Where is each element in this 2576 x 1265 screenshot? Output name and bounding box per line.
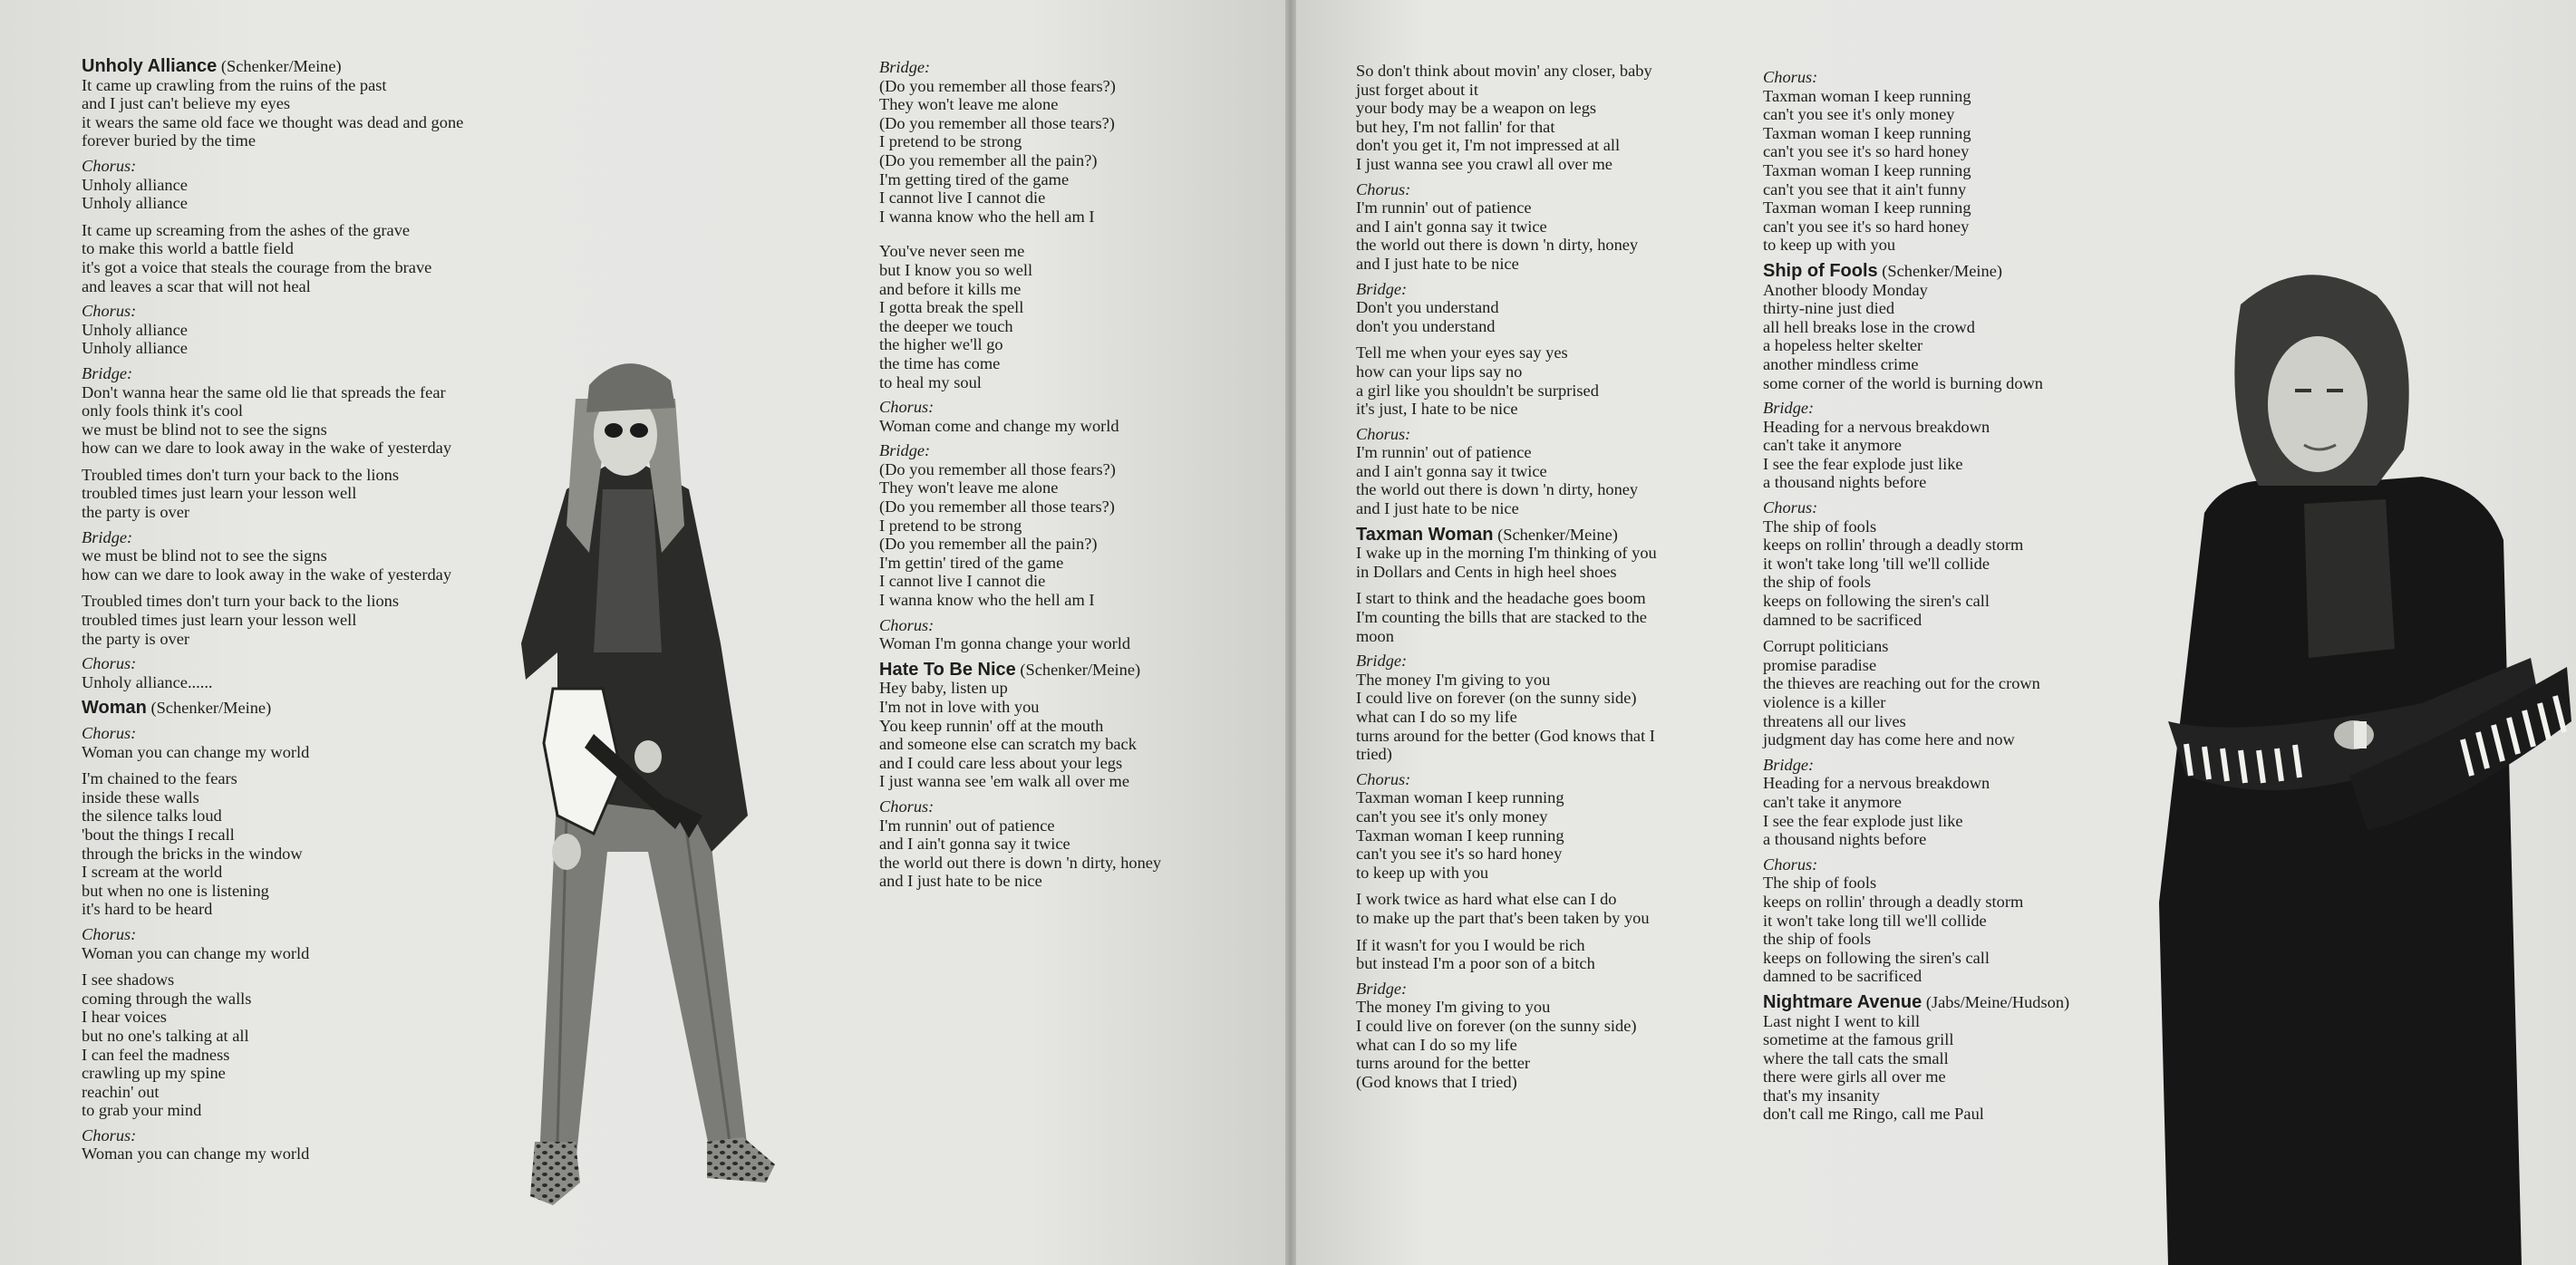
stanza-gap	[1356, 581, 1657, 589]
lyric-line: and I just can't believe my eyes	[82, 94, 291, 113]
song-title: Nightmare Avenue	[1763, 991, 1922, 1012]
lyric-line: I see the fear explode just like	[1763, 811, 1963, 830]
song-credit: (Jabs/Meine/Hudson)	[1922, 992, 2070, 1011]
lyric-line: Heading for a nervous breakdown	[1763, 417, 1990, 436]
stanza-gap	[1356, 882, 1657, 890]
lyric-line: You've never seen me	[879, 242, 1025, 261]
lyric-line: that's my insanity	[1763, 1086, 1880, 1105]
lyric-line: what can I do so my life	[1356, 708, 1517, 726]
lyric-line: a girl like you shouldn't be surprised	[1356, 381, 1599, 400]
lyric-line: I wanna know who the hell am I	[879, 207, 1095, 226]
lyric-line: can't you see it's so hard honey	[1356, 845, 1563, 864]
lyric-line: and I ain't gonna say it twice	[879, 835, 1070, 854]
lyric-line: moon	[1356, 626, 1394, 645]
guitarist-photo	[503, 344, 829, 1214]
section-label: Bridge:	[879, 58, 931, 76]
section-label: Chorus:	[82, 924, 137, 943]
stanza-gap	[82, 962, 463, 970]
lyric-line: I work twice as hard what else can I do	[1356, 890, 1617, 909]
lyric-line: it's hard to be heard	[82, 900, 213, 919]
section-label: Chorus:	[1356, 179, 1411, 198]
lyric-line: Unholy alliance......	[82, 672, 213, 691]
lyric-line: damned to be sacrificed	[1763, 610, 1922, 629]
lyric-line: it won't take long till we'll collide	[1763, 911, 1987, 930]
lyric-line: turns around for the better	[1356, 1054, 1531, 1073]
lyric-line: Unholy alliance	[82, 175, 188, 194]
lyric-line: keeps on rollin' through a deadly storm	[1763, 536, 2024, 555]
lyric-line: It came up screaming from the ashes of the grave	[82, 220, 411, 239]
lyric-line: and I ain't gonna say it twice	[1356, 461, 1547, 480]
lyric-line: the higher we'll go	[879, 335, 1003, 354]
lyric-line: to grab your mind	[82, 1101, 202, 1120]
lyric-line: the world out there is down 'n dirty, honey	[1356, 236, 1639, 255]
song-heading	[1763, 993, 2069, 1012]
lyric-line: can't you see it's only money	[1763, 105, 1955, 124]
right-booklet-page	[1296, 0, 2576, 1265]
lyric-line: I could live on forever (on the sunny side)	[1356, 1016, 1637, 1035]
lyric-line: keeps on rollin' through a deadly storm	[1763, 892, 2024, 911]
lyric-line: can't you see it's so hard honey	[1763, 217, 1970, 236]
section-label: Bridge:	[1356, 979, 1408, 998]
lyric-line: The money I'm giving to you	[1356, 670, 1551, 689]
lyric-line: but I know you so well	[879, 260, 1033, 279]
lyric-line: I start to think and the headache goes boom	[1356, 589, 1646, 608]
lyric-line: don't you get it, I'm not impressed at all	[1356, 136, 1621, 155]
song-heading	[879, 661, 1161, 680]
stanza-gap	[1356, 335, 1657, 343]
stanza-gap	[1356, 928, 1657, 936]
lyric-line: a thousand nights before	[1763, 830, 1927, 849]
lyric-line: I see shadows	[82, 970, 175, 990]
lyric-line: Taxman woman I keep running	[1763, 198, 1971, 217]
lyric-line: the time has come	[879, 353, 1001, 372]
lyric-line: Tell me when your eyes say yes	[1356, 343, 1568, 362]
lyric-line: it won't take long 'till we'll collide	[1763, 554, 1990, 573]
lyric-line: crawling up my spine	[82, 1064, 226, 1083]
lyric-line: threatens all our lives	[1763, 711, 1906, 730]
lyric-line: the silence talks loud	[82, 806, 222, 826]
lyric-line: judgment day has come here and now	[1763, 730, 2015, 749]
lyric-line: I scream at the world	[82, 863, 223, 882]
lyric-line: the ship of fools	[1763, 573, 1872, 592]
song-credit: (Schenker/Meine)	[217, 57, 342, 75]
lyric-line: there were girls all over me	[1763, 1067, 1946, 1086]
lyric-line: inside these walls	[82, 787, 199, 806]
lyrics-column-3	[1356, 62, 1657, 1091]
lyric-line: to keep up with you	[1356, 863, 1489, 882]
lyric-line: Taxman woman I keep running	[1763, 123, 1971, 142]
lyric-line: I cannot live I cannot die	[879, 572, 1046, 591]
lyric-line: Hey baby, listen up	[879, 679, 1008, 698]
lyric-line: The ship of fools	[1763, 517, 1877, 536]
section-label: Chorus:	[1356, 769, 1411, 788]
section-label: Bridge:	[82, 527, 133, 546]
section-label: Chorus:	[82, 654, 137, 673]
stanza-gap	[82, 761, 463, 769]
section-label: Chorus:	[1763, 855, 1818, 874]
lyric-line: tried)	[1356, 745, 1392, 764]
lyric-line: So don't think about movin' any closer, baby	[1356, 62, 1652, 80]
lyric-line: It came up crawling from the ruins of the past	[82, 75, 387, 94]
lyric-line: to make this world a battle field	[82, 239, 294, 258]
section-label: Chorus:	[879, 797, 935, 816]
lyric-line: (Do you remember all those fears?)	[879, 459, 1116, 478]
lyric-line: it's just, I hate to be nice	[1356, 400, 1518, 419]
section-label: Chorus:	[82, 302, 137, 321]
lyric-line: in Dollars and Cents in high heel shoes	[1356, 562, 1617, 581]
lyric-line: but no one's talking at all	[82, 1026, 249, 1045]
song-credit: (Schenker/Meine)	[146, 699, 272, 718]
lyric-line: I gotta break the spell	[879, 298, 1024, 317]
lyric-line: Troubled times don't turn your back to the lions	[82, 465, 399, 484]
lyric-line: and I could care less about your legs	[879, 753, 1123, 772]
lyric-line: I'm counting the bills that are stacked to the	[1356, 608, 1647, 627]
lyric-line: but hey, I'm not fallin' for that	[1356, 117, 1555, 136]
lyric-line: coming through the walls	[82, 989, 252, 1008]
section-label: Bridge:	[879, 441, 931, 460]
song-heading	[82, 699, 463, 718]
lyric-line: I'm runnin' out of patience	[1356, 198, 1532, 217]
stanza-gap	[82, 584, 463, 592]
lyric-line: 'bout the things I recall	[82, 825, 235, 844]
book-gutter	[1285, 0, 1296, 1265]
lyric-line: If it wasn't for you I would be rich	[1356, 935, 1585, 954]
lyric-line: Corrupt politicians	[1763, 637, 1889, 656]
lyric-line: I just wanna see 'em walk all over me	[879, 772, 1130, 791]
section-label: Chorus:	[1763, 498, 1818, 517]
song-title: Unholy Alliance	[82, 56, 218, 76]
lyric-line: I just wanna see you crawl all over me	[1356, 154, 1612, 173]
section-label: Bridge:	[1763, 755, 1815, 774]
section-label: Bridge:	[1763, 399, 1815, 418]
stanza-gap	[1763, 629, 2069, 637]
lyric-line: how can we dare to look away in the wake of yesterday	[82, 439, 452, 458]
section-label: Bridge:	[1356, 279, 1408, 298]
lyric-line: but when no one is listening	[82, 881, 269, 900]
lyric-line: Unholy alliance	[82, 194, 188, 213]
lyric-line: a hopeless helter skelter	[1763, 336, 1923, 355]
lyric-line: only fools think it's cool	[82, 401, 244, 420]
lyric-line: the party is over	[82, 629, 189, 648]
lyric-line: You keep runnin' off at the mouth	[879, 716, 1104, 735]
lyric-line: I hear voices	[82, 1008, 167, 1027]
lyric-line: I wake up in the morning I'm thinking of you	[1356, 544, 1657, 563]
lyric-line: Woman come and change my world	[879, 416, 1119, 435]
lyric-line: all hell breaks lose in the crowd	[1763, 317, 1975, 336]
lyric-line: to make up the part that's been taken by you	[1356, 908, 1650, 927]
lyric-line: troubled times just learn your lesson well	[82, 611, 357, 630]
lyric-line: Woman you can change my world	[82, 742, 310, 761]
lyric-line: damned to be sacrificed	[1763, 967, 1922, 986]
song-title: Woman	[82, 698, 147, 719]
lyric-line: can't you see it's only money	[1356, 806, 1548, 826]
lyric-line: how can we dare to look away in the wake of yesterday	[82, 565, 452, 584]
lyric-line: can't you see that it ain't funny	[1763, 179, 1967, 198]
lyric-line: I'm gettin' tired of the game	[879, 553, 1064, 572]
lyric-line: just forget about it	[1356, 80, 1479, 99]
song-credit: (Schenker/Meine)	[1493, 525, 1618, 544]
song-title: Hate To Be Nice	[879, 659, 1016, 680]
lyric-line: and I ain't gonna say it twice	[1356, 217, 1547, 236]
section-label: Chorus:	[82, 724, 137, 742]
lyric-line: we must be blind not to see the signs	[82, 420, 327, 439]
lyric-line: Heading for a nervous breakdown	[1763, 774, 1990, 793]
lyric-line: where the tall cats the small	[1763, 1048, 1949, 1067]
section-label: Chorus:	[1763, 68, 1818, 86]
lyric-line: can't take it anymore	[1763, 436, 1902, 455]
lyric-line: violence is a killer	[1763, 693, 1886, 711]
lyric-line: don't call me Ringo, call me Paul	[1763, 1105, 1984, 1124]
lyric-line: I pretend to be strong	[879, 516, 1022, 535]
lyric-line: (Do you remember all those tears?)	[879, 113, 1115, 132]
stanza-gap	[82, 213, 463, 221]
lyric-line: The money I'm giving to you	[1356, 998, 1551, 1017]
lyric-line: The ship of fools	[1763, 874, 1877, 893]
lyric-line: turns around for the better (God knows that I	[1356, 726, 1655, 745]
lyric-line: forever buried by the time	[82, 131, 257, 150]
song-heading	[1356, 526, 1657, 545]
lyric-line: I'm chained to the fears	[82, 769, 237, 788]
lyric-line: I'm getting tired of the game	[879, 169, 1070, 188]
lyric-line: thirty-nine just died	[1763, 299, 1895, 318]
lyric-line: Don't you understand	[1356, 298, 1499, 317]
lyric-line: keeps on following the siren's call	[1763, 948, 1990, 967]
lyric-line: it's got a voice that steals the courage from the brave	[82, 257, 432, 276]
section-label: Chorus:	[1356, 424, 1411, 443]
lyric-line: how can your lips say no	[1356, 362, 1523, 381]
lyric-line: (Do you remember all the pain?)	[879, 535, 1098, 554]
section-label: Chorus:	[879, 398, 935, 417]
lyric-line: Unholy alliance	[82, 339, 188, 358]
lyric-line: the thieves are reaching out for the crown	[1763, 674, 2040, 693]
lyric-line: and I just hate to be nice	[879, 872, 1042, 891]
lyric-line: and before it kills me	[879, 279, 1022, 298]
lyrics-column-1	[82, 57, 463, 1164]
stanza-gap	[879, 234, 1161, 242]
lyric-line: I cannot live I cannot die	[879, 188, 1046, 208]
section-label: Bridge:	[1356, 652, 1408, 671]
lyric-line: I'm runnin' out of patience	[1356, 443, 1532, 462]
lyric-line: sometime at the famous grill	[1763, 1030, 1954, 1049]
lyric-line: and leaves a scar that will not heal	[82, 276, 311, 295]
lyric-line: some corner of the world is burning down	[1763, 373, 2044, 392]
lyric-line: the world out there is down 'n dirty, honey	[1356, 480, 1639, 499]
lyric-line: (Do you remember all the pain?)	[879, 150, 1098, 169]
lyric-line: I can feel the madness	[82, 1045, 230, 1064]
lyric-line: what can I do so my life	[1356, 1035, 1517, 1054]
lyric-line: don't you understand	[1356, 316, 1496, 335]
lyric-line: Don't wanna hear the same old lie that spreads the fear	[82, 382, 446, 401]
stanza-gap	[82, 458, 463, 466]
lyric-line: Last night I went to kill	[1763, 1011, 1921, 1030]
lyric-line: but instead I'm a poor son of a bitch	[1356, 954, 1595, 973]
lyric-line: (God knows that I tried)	[1356, 1072, 1517, 1091]
song-title: Ship of Fools	[1763, 260, 1878, 281]
section-label: Chorus:	[82, 1125, 137, 1144]
lyric-line: it wears the same old face we thought was dead and gone	[82, 112, 464, 131]
lyric-line: we must be blind not to see the signs	[82, 546, 327, 565]
lyric-line: Taxman woman I keep running	[1356, 826, 1564, 845]
lyrics-column-2	[879, 52, 1161, 891]
lyric-line: to keep up with you	[1763, 236, 1896, 255]
lyric-line: They won't leave me alone	[879, 95, 1059, 114]
lyric-line: your body may be a weapon on legs	[1356, 99, 1597, 118]
lyric-line: I'm not in love with you	[879, 698, 1040, 716]
song-credit: (Schenker/Meine)	[1015, 660, 1141, 679]
lyric-line: can't take it anymore	[1763, 792, 1902, 811]
lyric-line: I'm runnin' out of patience	[879, 816, 1055, 835]
lyrics-column-4	[1763, 62, 2069, 1124]
lyric-line: keeps on following the siren's call	[1763, 592, 1990, 611]
song-credit: (Schenker/Meine)	[1877, 261, 2003, 280]
song-heading	[1763, 262, 2069, 281]
lyric-line: Another bloody Monday	[1763, 280, 1928, 299]
lyric-line: a thousand nights before	[1763, 473, 1927, 492]
section-label: Chorus:	[82, 156, 137, 175]
lyric-line: and someone else can scratch my back	[879, 735, 1137, 754]
lyric-line: Taxman woman I keep running	[1356, 788, 1564, 807]
stanza-gap	[879, 226, 1161, 234]
lyric-line: Woman you can change my world	[82, 943, 310, 962]
lyric-line: promise paradise	[1763, 655, 1877, 674]
lyric-line: and I just hate to be nice	[1356, 499, 1519, 518]
lyric-line: I see the fear explode just like	[1763, 454, 1963, 473]
song-heading	[82, 57, 463, 76]
lyric-line: another mindless crime	[1763, 354, 1919, 373]
lyric-line: I could live on forever (on the sunny side)	[1356, 689, 1637, 708]
left-booklet-page	[0, 0, 1285, 1265]
lyric-line: and I just hate to be nice	[1356, 254, 1519, 273]
lyric-line: I pretend to be strong	[879, 132, 1022, 151]
lyric-line: Woman you can change my world	[82, 1144, 310, 1164]
lyric-line: Taxman woman I keep running	[1763, 86, 1971, 105]
lyric-line: the ship of fools	[1763, 930, 1872, 949]
lyric-line: They won't leave me alone	[879, 478, 1059, 497]
section-label: Bridge:	[82, 363, 133, 382]
lyric-line: the world out there is down 'n dirty, honey	[879, 853, 1162, 872]
lyric-line: (Do you remember all those fears?)	[879, 76, 1116, 95]
section-label: Chorus:	[879, 615, 935, 634]
lyric-line: reachin' out	[82, 1082, 160, 1101]
lyric-line: Troubled times don't turn your back to the lions	[82, 592, 399, 611]
lyric-line: troubled times just learn your lesson well	[82, 484, 357, 503]
lyric-line: (Do you remember all those tears?)	[879, 497, 1115, 517]
lyric-line: I wanna know who the hell am I	[879, 591, 1095, 610]
lyric-line: can't you see it's so hard honey	[1763, 142, 1970, 161]
lyric-line: to heal my soul	[879, 372, 982, 391]
singer-photo	[2150, 268, 2576, 1265]
lyric-line: Unholy alliance	[82, 320, 188, 339]
lyric-line: the party is over	[82, 503, 189, 522]
lyric-line: Taxman woman I keep running	[1763, 160, 1971, 179]
song-title: Taxman Woman	[1356, 524, 1494, 545]
lyric-line: the deeper we touch	[879, 316, 1013, 335]
lyric-line: Woman I'm gonna change your world	[879, 634, 1131, 653]
lyric-line: through the bricks in the window	[82, 844, 303, 863]
